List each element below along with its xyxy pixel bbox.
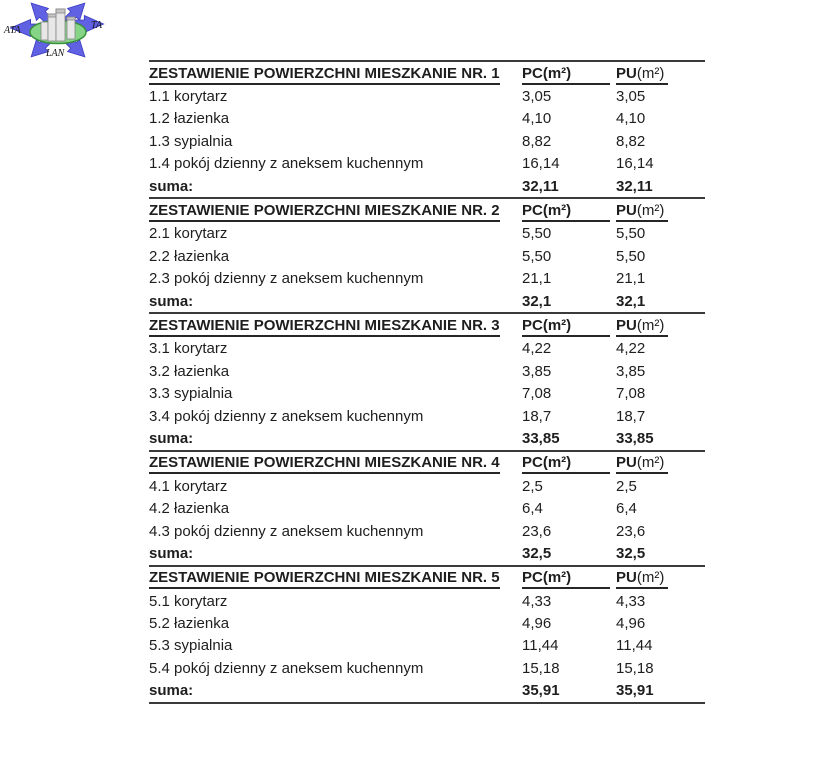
col-header-pu-cell — [616, 316, 705, 337]
pu-value: 11,44 — [616, 637, 653, 655]
suma-label: suma: — [149, 544, 194, 562]
pu-value: 4,33 — [616, 592, 646, 610]
room-label: 5.2 łazienka — [149, 615, 230, 633]
pu-value: 3,05 — [616, 88, 646, 106]
pc-value: 18,7 — [522, 407, 552, 425]
table-row — [149, 245, 705, 267]
pc-value: 23,6 — [522, 522, 552, 540]
col-header-pu-cell — [616, 453, 705, 474]
col-header-pu-unit: (m²) — [636, 316, 665, 334]
room-label: 3.2 łazienka — [149, 362, 230, 380]
section-title: ZESTAWIENIE POWIERZCHNI MIESZKANIE NR. 5 — [149, 569, 500, 589]
col-header-pu-unit: (m²) — [636, 454, 665, 472]
table-row — [149, 497, 705, 519]
pu-value: 23,6 — [616, 522, 646, 540]
table-section — [149, 565, 705, 702]
room-label: 4.1 korytarz — [149, 477, 228, 495]
suma-pu-value: 33,85 — [616, 429, 654, 447]
room-label: 1.1 korytarz — [149, 88, 228, 106]
room-label: 4.3 pokój dzienny z aneksem kuchennym — [149, 522, 424, 540]
col-header-pc-cell — [522, 201, 616, 222]
pu-value: 6,4 — [616, 500, 637, 518]
section-title: ZESTAWIENIE POWIERZCHNI MIESZKANIE NR. 3 — [149, 317, 500, 337]
suma-pc-value: 32,5 — [522, 544, 552, 562]
room-label: 5.1 korytarz — [149, 592, 228, 610]
pu-value: 15,18 — [616, 659, 654, 677]
section-title-cell — [149, 453, 522, 474]
pc-value: 6,4 — [522, 500, 543, 518]
pc-value: 7,08 — [522, 385, 552, 403]
room-label: 3.3 sypialnia — [149, 385, 233, 403]
pc-value: 4,33 — [522, 592, 552, 610]
suma-label: suma: — [149, 177, 194, 195]
col-header-pc: PC(m²) — [522, 454, 610, 474]
suma-pu-value: 35,91 — [616, 682, 654, 700]
pc-value: 4,22 — [522, 340, 552, 358]
table-section — [149, 60, 705, 197]
table-section — [149, 450, 705, 565]
col-header-pu — [616, 569, 668, 589]
logo-text-right: TA — [91, 20, 102, 31]
pu-value: 4,10 — [616, 110, 646, 128]
pu-value: 5,50 — [616, 225, 646, 243]
suma-pu-value: 32,11 — [616, 177, 653, 195]
pc-value: 3,05 — [522, 88, 552, 106]
section-title-cell — [149, 201, 522, 222]
section-title-cell — [149, 64, 522, 85]
table-row — [149, 612, 705, 634]
section-title-cell — [149, 316, 522, 337]
pu-value: 16,14 — [616, 155, 654, 173]
pu-value: 18,7 — [616, 407, 646, 425]
table-row — [149, 360, 705, 382]
col-header-pu-cell — [616, 568, 705, 589]
suma-row — [149, 427, 705, 449]
room-label: 4.2 łazienka — [149, 500, 230, 518]
suma-row — [149, 290, 705, 312]
room-label: 2.1 korytarz — [149, 225, 228, 243]
col-header-pc: PC(m²) — [522, 569, 610, 589]
table-section — [149, 312, 705, 449]
pc-value: 15,18 — [522, 659, 560, 677]
pc-value: 5,50 — [522, 247, 552, 265]
logo-text-left: ATA — [4, 25, 21, 36]
suma-label: suma: — [149, 429, 194, 447]
col-header-pu — [616, 65, 668, 85]
col-header-pu-cell — [616, 201, 705, 222]
suma-label: suma: — [149, 682, 194, 700]
table-row — [149, 268, 705, 290]
room-label: 1.2 łazienka — [149, 110, 230, 128]
room-label: 3.4 pokój dzienny z aneksem kuchennym — [149, 407, 424, 425]
room-label: 5.3 sypialnia — [149, 637, 233, 655]
col-header-pu-unit: (m²) — [636, 202, 665, 220]
room-label: 1.3 sypialnia — [149, 132, 233, 150]
suma-pu-value: 32,5 — [616, 544, 646, 562]
col-header-pu — [616, 202, 668, 222]
col-header-pu — [616, 454, 668, 474]
table-row — [149, 657, 705, 679]
room-label: 2.2 łazienka — [149, 247, 230, 265]
pu-value: 4,22 — [616, 340, 646, 358]
pc-value: 4,96 — [522, 615, 552, 633]
section-header-row — [149, 200, 705, 222]
section-title: ZESTAWIENIE POWIERZCHNI MIESZKANIE NR. 2 — [149, 202, 500, 222]
pu-value: 7,08 — [616, 385, 646, 403]
pc-value: 16,14 — [522, 155, 560, 173]
company-logo — [2, 2, 106, 60]
table-row — [149, 338, 705, 360]
pc-value: 8,82 — [522, 132, 552, 150]
col-header-pu-bold: PU — [616, 454, 637, 472]
table-row — [149, 382, 705, 404]
pc-value: 5,50 — [522, 225, 552, 243]
table-row — [149, 108, 705, 130]
section-header-row — [149, 453, 705, 475]
col-header-pu-bold: PU — [616, 202, 637, 220]
pc-value: 3,85 — [522, 362, 552, 380]
col-header-pc-cell — [522, 568, 616, 589]
pu-value: 4,96 — [616, 615, 646, 633]
pc-value: 2,5 — [522, 477, 543, 495]
suma-row — [149, 680, 705, 702]
room-label: 3.1 korytarz — [149, 340, 228, 358]
pc-value: 21,1 — [522, 270, 552, 288]
section-header-row — [149, 315, 705, 337]
logo-text-bottom: LAN — [46, 48, 65, 59]
col-header-pc: PC(m²) — [522, 65, 610, 85]
table-row — [149, 635, 705, 657]
pu-value: 5,50 — [616, 247, 646, 265]
suma-row — [149, 175, 705, 197]
pc-value: 11,44 — [522, 637, 559, 655]
section-title: ZESTAWIENIE POWIERZCHNI MIESZKANIE NR. 1 — [149, 65, 500, 85]
room-label: 1.4 pokój dzienny z aneksem kuchennym — [149, 155, 424, 173]
col-header-pu-bold: PU — [616, 64, 637, 82]
section-header-row — [149, 568, 705, 590]
pu-value: 2,5 — [616, 477, 637, 495]
col-header-pc-cell — [522, 316, 616, 337]
suma-row — [149, 542, 705, 564]
suma-label: suma: — [149, 292, 194, 310]
section-title-cell — [149, 568, 522, 589]
col-header-pc: PC(m²) — [522, 202, 610, 222]
table-row — [149, 223, 705, 245]
room-label: 5.4 pokój dzienny z aneksem kuchennym — [149, 659, 424, 677]
pu-value: 3,85 — [616, 362, 646, 380]
col-header-pu-bold: PU — [616, 569, 637, 587]
col-header-pc-cell — [522, 453, 616, 474]
table-row — [149, 405, 705, 427]
table-row — [149, 153, 705, 175]
room-label: 2.3 pokój dzienny z aneksem kuchennym — [149, 270, 424, 288]
pu-value: 21,1 — [616, 270, 646, 288]
table-row — [149, 475, 705, 497]
table-row — [149, 590, 705, 612]
area-summary-table — [149, 60, 705, 704]
suma-pc-value: 35,91 — [522, 682, 560, 700]
section-title: ZESTAWIENIE POWIERZCHNI MIESZKANIE NR. 4 — [149, 454, 500, 474]
col-header-pu-cell — [616, 64, 705, 85]
suma-pu-value: 32,1 — [616, 292, 646, 310]
section-header-row — [149, 63, 705, 85]
col-header-pu-bold: PU — [616, 316, 637, 334]
logo-graphic — [2, 2, 106, 60]
table-row — [149, 520, 705, 542]
col-header-pc: PC(m²) — [522, 317, 610, 337]
table-row — [149, 85, 705, 107]
table-section — [149, 197, 705, 312]
col-header-pc-cell — [522, 64, 616, 85]
suma-pc-value: 32,1 — [522, 292, 552, 310]
col-header-pu-unit: (m²) — [636, 64, 665, 82]
suma-pc-value: 32,11 — [522, 177, 559, 195]
table-row — [149, 130, 705, 152]
col-header-pu-unit: (m²) — [636, 569, 665, 587]
pc-value: 4,10 — [522, 110, 552, 128]
pu-value: 8,82 — [616, 132, 646, 150]
col-header-pu — [616, 317, 668, 337]
suma-pc-value: 33,85 — [522, 429, 560, 447]
